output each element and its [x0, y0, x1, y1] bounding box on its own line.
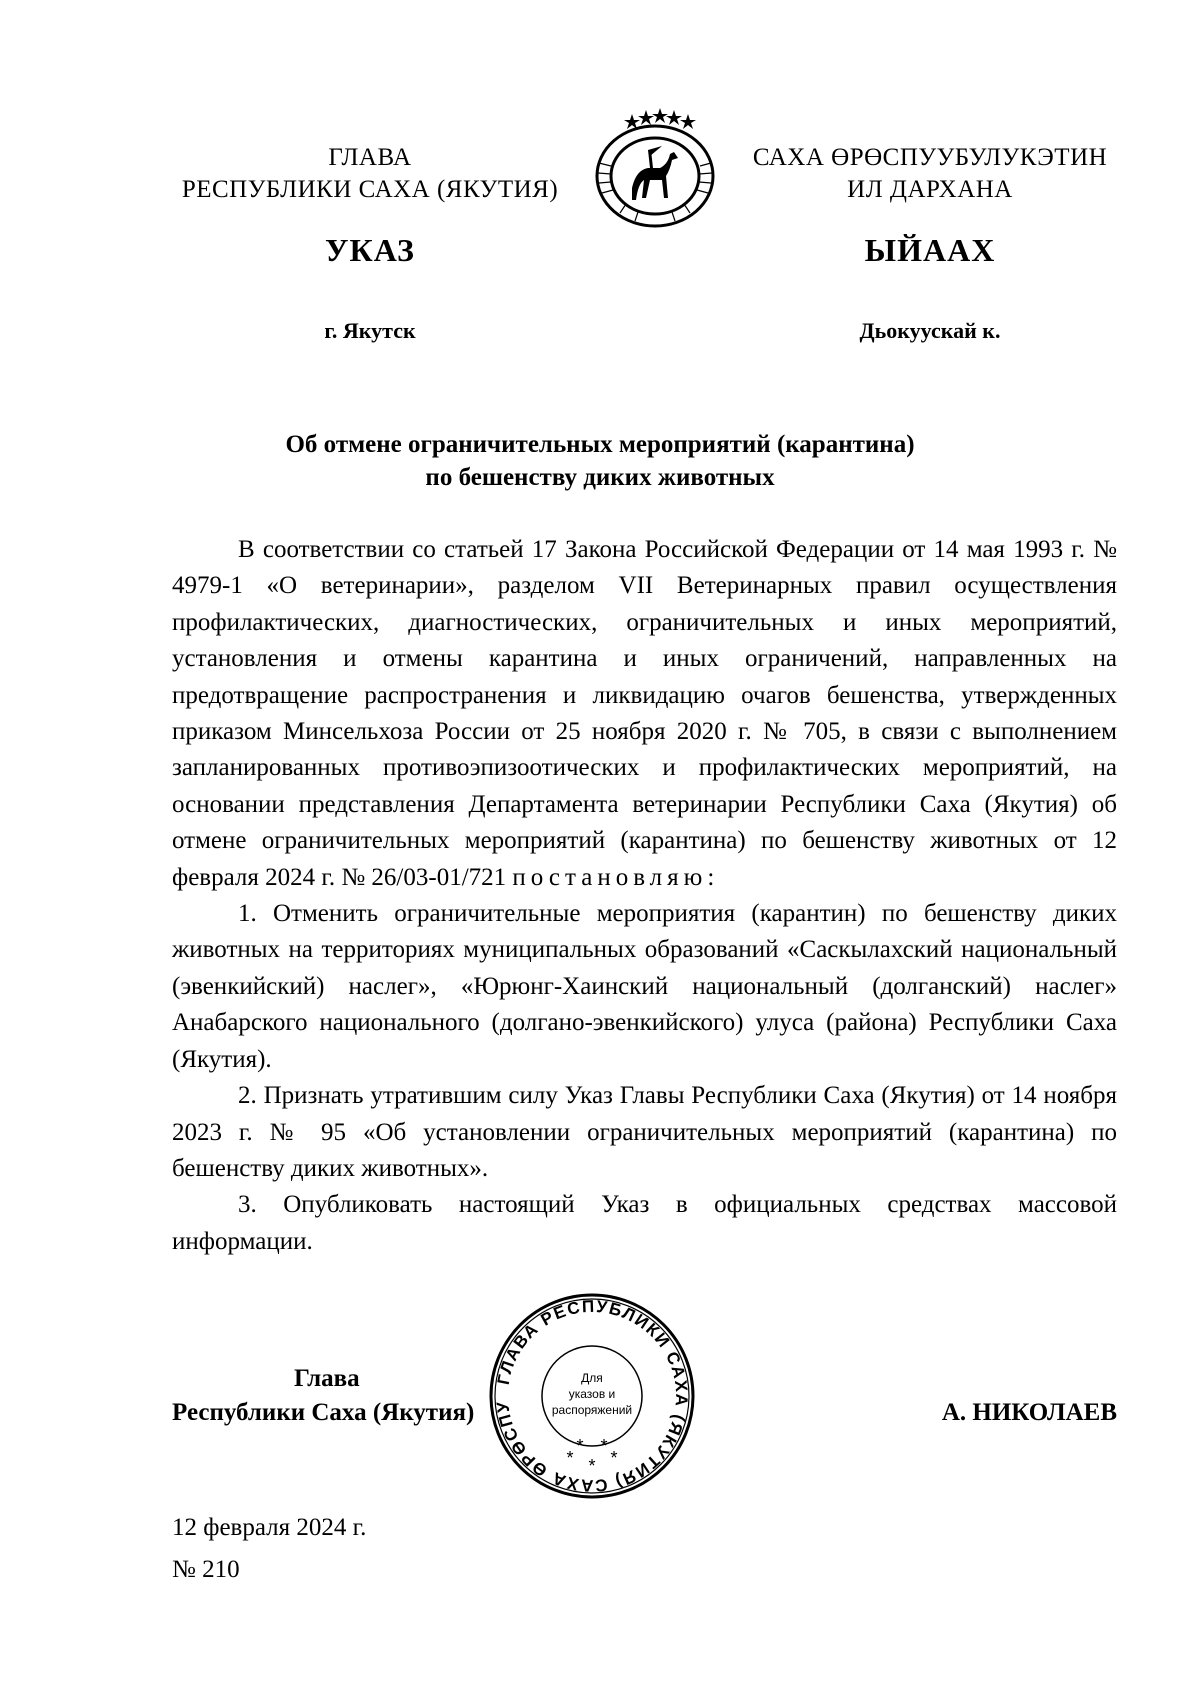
header-right [720, 142, 1140, 206]
header-left-line1: ГЛАВА [328, 144, 412, 171]
doc-type-left: УКАЗ [325, 232, 415, 268]
city-right: Дьокуускай к. [859, 318, 1001, 343]
official-stamp [488, 1292, 696, 1500]
document-title [150, 428, 1050, 494]
signatory-name: А. НИКОЛАЕВ [941, 1399, 1117, 1426]
position-line1: Глава [294, 1365, 360, 1392]
city-left: г. Якутск [324, 318, 416, 343]
preamble-text: В соответствии со статьей 17 Закона Российской Федерации от 14 мая 1993 г. № 4979-1 «О ветеринарии», разделом VII Ветеринарных правил осуществления профилактических, диагностических, ограничительных и иных мероприятий, установления и отмены карантина и иных ограничений, направленных на предотвращение распространения и ликвидацию очагов бешенства, утвержденных приказом Минсельхоза России от 25 ноября 2020 г. № 705, в связи с выполнением запланированных противоэпизоотических и профилактических мероприятий, на основании представления Департамента ветеринарии Республики Саха (Якутия) об отмене ограничительных мероприятий (карантина) по бешенству животных от 12 февраля 2024 г. № 26/03-01/721 [172, 536, 1117, 891]
svg-text:*: * [610, 1448, 618, 1468]
svg-text:*: * [576, 1436, 584, 1456]
position-line2: Республики Саха (Якутия) [172, 1399, 475, 1426]
svg-text:*: * [588, 1456, 596, 1476]
item-1: 1. Отменить ограничительные мероприятия (карантин) по бешенству диких животных на территориях муниципальных образований «Саскылахский национальный (эвенкийский) наслег», «Юрюнг-Хаинский национальный (долганский) наслег» Анабарского национального (долгано-эвенкийского) улуса (района) Республики Саха (Якутия). [172, 900, 1117, 1073]
item-2: 2. Признать утратившим силу Указ Главы Республики Саха (Якутия) от 14 ноября 2023 г. № 95 «Об установлении ограничительных мероприятий (карантина) по бешенству диких животных». [172, 1082, 1117, 1182]
stamp-center-line3: распоряжений [551, 1403, 633, 1417]
doc-type-right: ЫЙААХ [864, 232, 996, 268]
stamp-outer-text: ГЛАВА РЕСПУБЛИКИ САХА (ЯКУТИЯ) САХА ӨРӨСПУ [492, 1296, 692, 1496]
svg-text:*: * [566, 1448, 574, 1468]
header-left-line2: РЕСПУБЛИКИ САХА (ЯКУТИЯ) [181, 176, 559, 203]
document-body [172, 532, 1117, 1260]
coat-of-arms-icon [590, 108, 720, 230]
decree-number: № 210 [172, 1556, 240, 1583]
title-line2: по бешенству диких животных [425, 464, 775, 491]
signature-position [172, 1362, 512, 1430]
header-left [150, 142, 590, 206]
svg-text:*: * [600, 1436, 608, 1456]
decree-date: 12 февраля 2024 г. [172, 1514, 367, 1541]
item-3: 3. Опубликовать настоящий Указ в официальных средствах массовой информации. [172, 1191, 1117, 1255]
stamp-center-line2: указов и [568, 1387, 616, 1401]
header-right-line2: ИЛ ДАРХАНА [847, 176, 1013, 203]
header-right-line1: САХА ӨРӨСПУУБУЛУКЭТИН [752, 144, 1108, 171]
decree-word: постановляю: [512, 863, 720, 891]
preamble-paragraph [172, 532, 1117, 896]
stamp-center-line1: Для [581, 1371, 603, 1385]
title-line1: Об отмене ограничительных мероприятий (карантина) [285, 431, 915, 458]
